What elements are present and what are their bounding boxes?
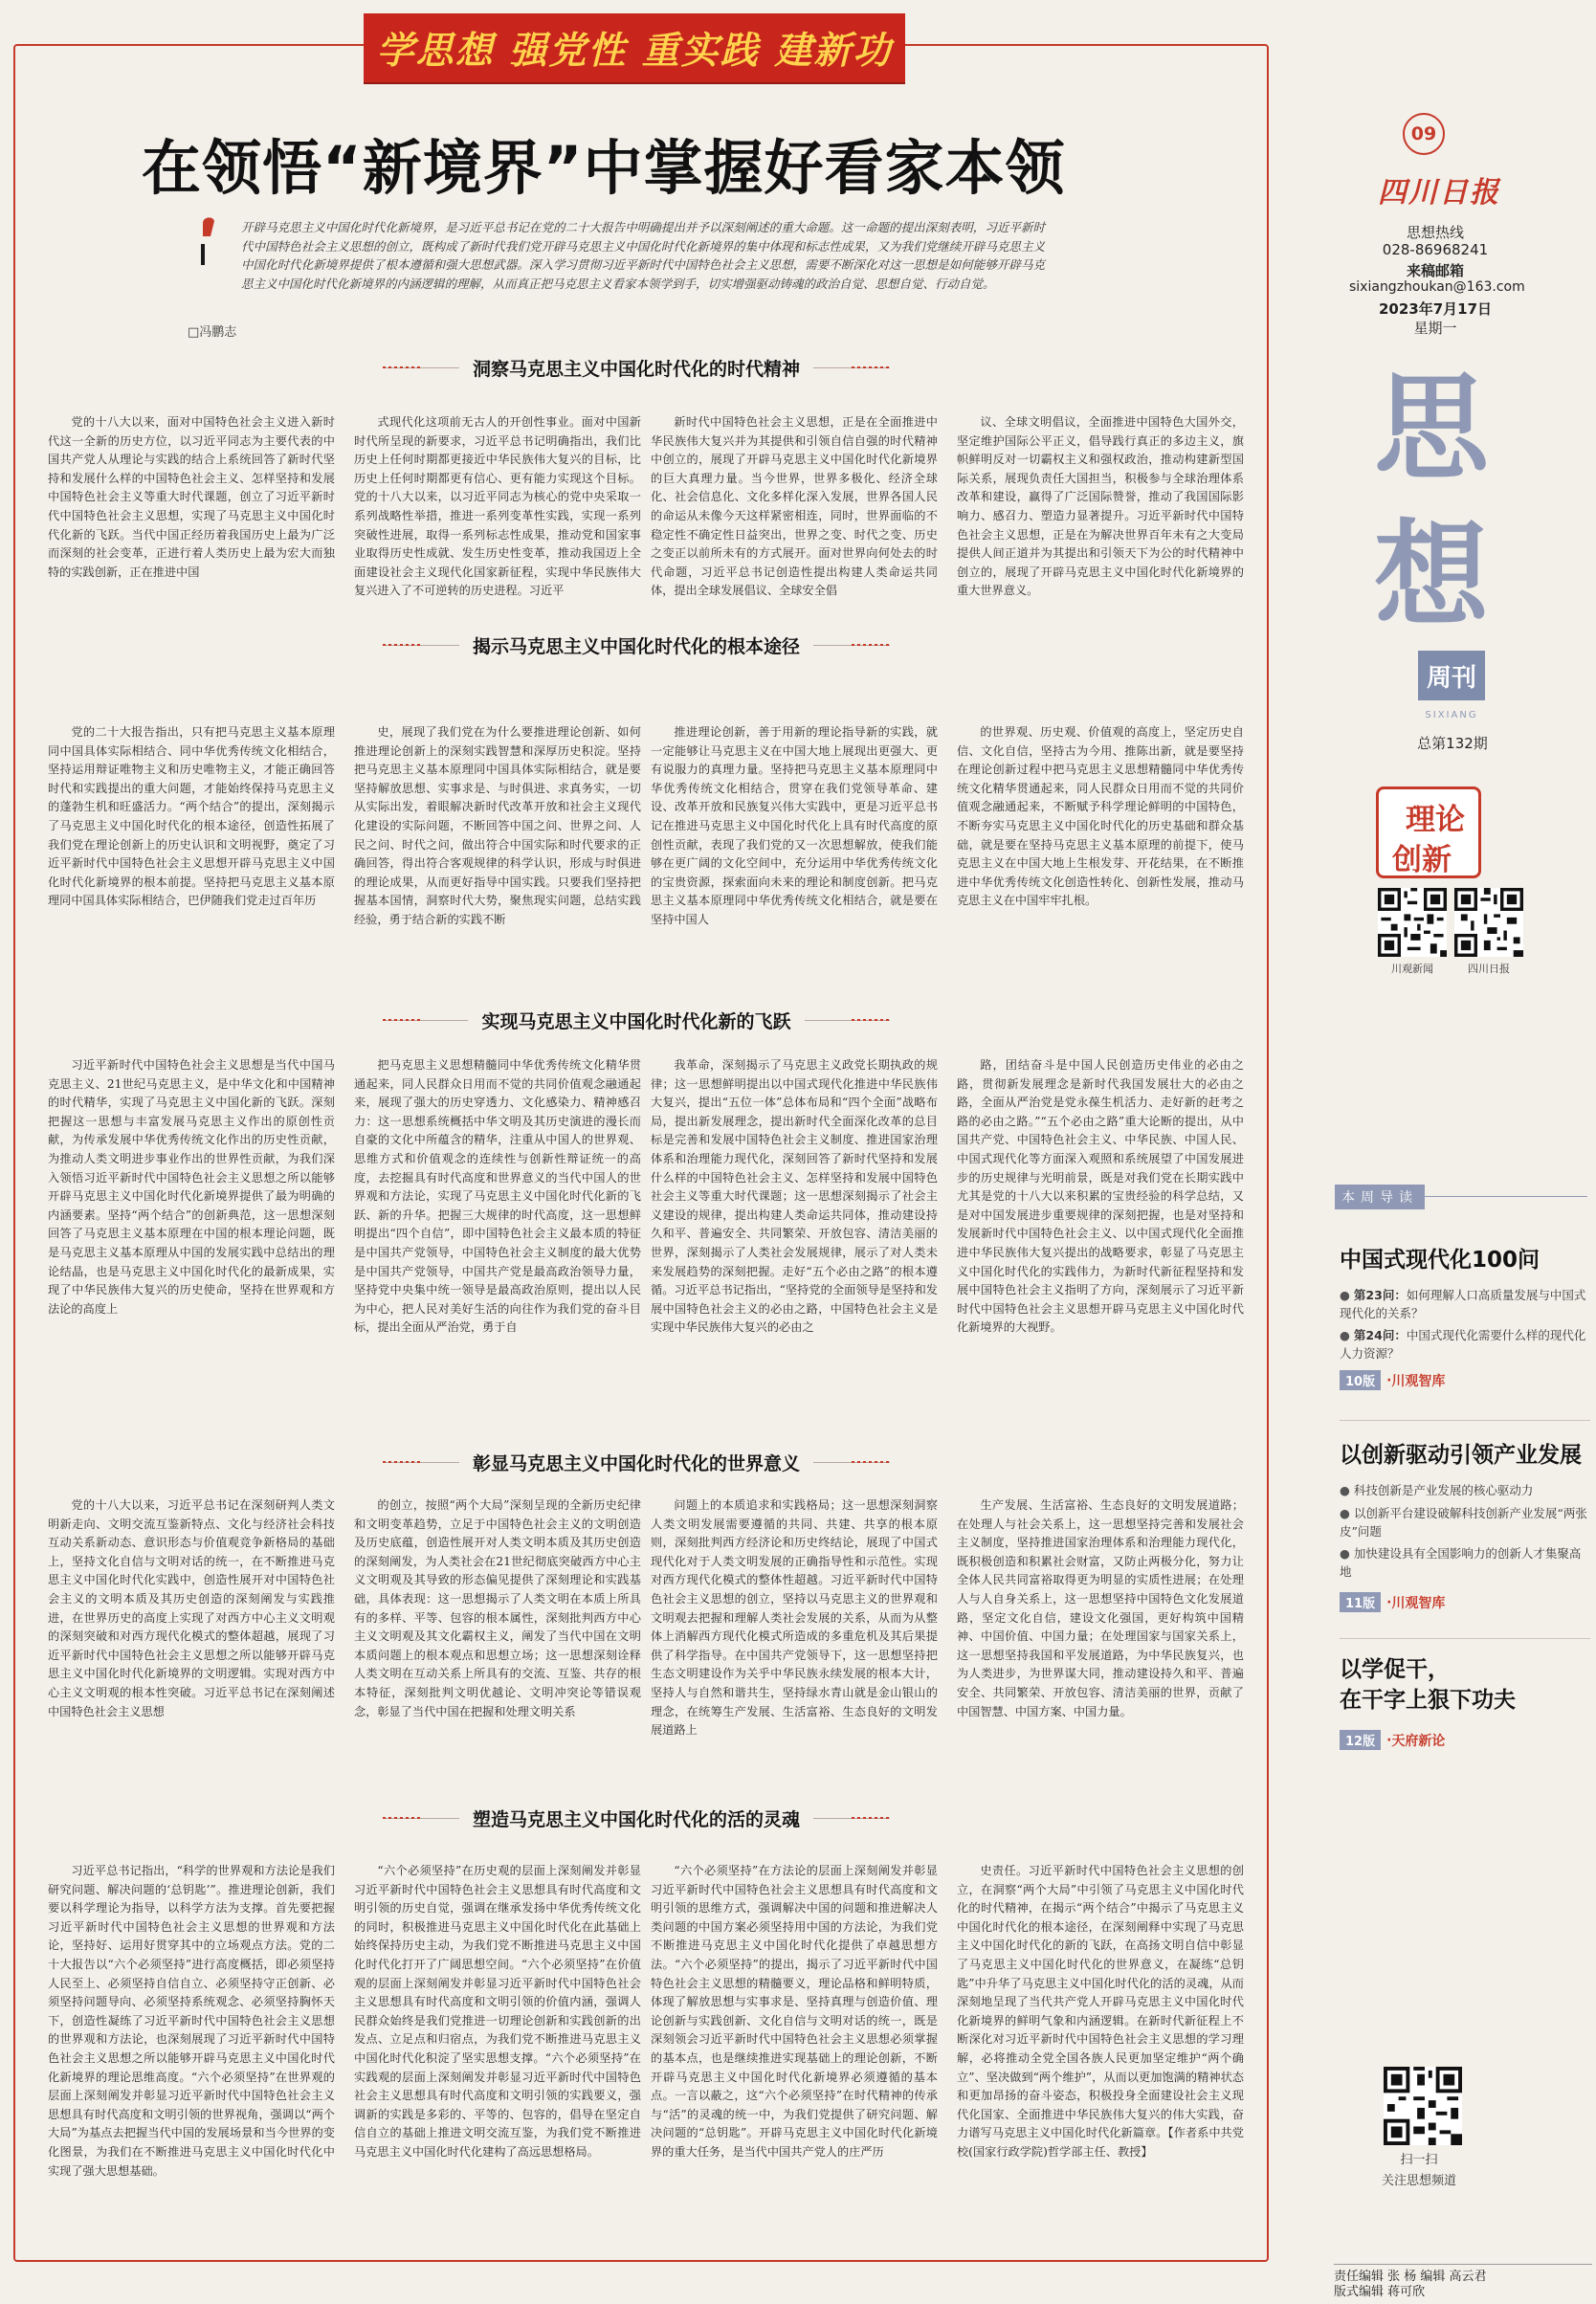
body-column: “六个必须坚持”在方法论的层面上深刻阐发并彰显习近平新时代中国特色社会主义思想具有时代高度和文明引领的思维方式，强调解决中国的问题和推进解决人类问题的中国方案必须坚持用中国的方法论，为我们党不断推进马克思主义中国化时代化提供了卓越思想方法。“六个必须坚持”的提出，揭示了习近平新时代中国特色社会主义思想的精髓要义，理论品格和鲜明特质，体现了解放思想与实事求是、坚持真理与创造价值、理论创新与实践创新、文化自信与文明对话的统一，既是深刻领会习近平新时代中国特色社会主义思想必须掌握的基本点，也是继续推进实现基础上的理论创新，不断开辟马克思主义中国化时代化新境界必须遵循的基本点。一言以蔽之，这“六个必须坚持”在时代精神的传承与“活”的灵魂的统一中，为我们党提供了研究问题、解决问题的“总钥匙”。开辟马克思主义中国化时代化新境界的重大任务，是当代中国共产党人的庄严历 — [651, 1864, 938, 2159]
bullet-icon: ● — [1340, 1546, 1350, 1561]
body-column: 问题上的本质追求和实践格局；这一思想深刻洞察人类文明发展需要遵循的共同、共建、共享的根本原则，深刻批判西方经济论和历史终结论，展现了中国式现代化对于人类文明发展的正确指导性和示范性。实现对西方现代化模式的整体性超越。习近平新时代中国特色社会主义思想的创立，坚持以马克思主义的世界观和文明观去把握和理解人类社会发展的关系，从而为从整体上消解西方现代化模式所造成的多重危机及其后果提供了科学指导。在中国共产党领导下，这一思想坚持把生态文明建设作为关乎中华民族永续发展的根本大计，坚持人与自然和谐共生，坚持绿水青山就是金山银山的理念，在统筹生产发展、生活富裕、生态良好的文明发展道路上 — [651, 1498, 938, 1738]
divider — [1340, 1638, 1590, 1639]
hotline-label: 思想热线 — [1406, 224, 1464, 241]
guide-page-tag[interactable]: 11版 · 川观智库 — [1340, 1592, 1445, 1612]
issue-weekday: 星期一 — [1413, 320, 1457, 337]
author-byline: □冯鹏志 — [188, 325, 237, 340]
newspaper-logo: 四川日报 — [1378, 176, 1500, 210]
body-column: 式现代化这项前无古人的开创性事业。面对中国新时代所呈现的新要求，习近平总书记明确指出，我们比历史上任何时期都更接近中华民族伟大复兴的目标，比历史上任何时期都更有信心、更有能力实现这个目标。党的十八大以来，以习近平同志为核心的党中央采取一系列战略性举措，推进一系列变革性实践，实现一系列突破性进展，取得一系列标志性成果，推动党和国家事业取得历史性成就、发生历史性变革，推动我国迈上全面建设社会主义现代化国家新征程，实现中华民族伟大复兴进入了不可逆转的历史进程。习近平 — [354, 415, 641, 598]
section-pinyin: SIXIANG — [1425, 710, 1478, 720]
body-column: 的世界观、历史观、价值观的高度上，坚定历史自信、文化自信，坚持古为今用、推陈出新，就是要坚持在理论创新过程中把马克思主义思想精髓同中华优秀传统文化精华贯通起来，同人民群众日用而不觉的共同价值观念融通起来，不断赋予科学理论鲜明的中国特色，不断夯实马克思主义中国化时代化的历史基础和群众基础，就是要在坚持马克思主义基本原理的前提下，使马克思主义在中国大地上生根发芽、开花结果，在不断推进中华优秀传统文化创造性转化、创新性发展，推动马克思主义在中国牢牢扎根。 — [957, 725, 1244, 908]
body-column: 我革命，深刻揭示了马克思主义政党长期执政的规律；这一思想鲜明提出以中国式现代化推进中华民族伟大复兴，提出“五位一体”总体布局和“四个全面”战略布局，提出新发展理念，提出新时代全面深化改革的总目标是完善和发展中国特色社会主义制度、推进国家治理体系和治理能力现代化，深刻回答了新时代坚持和发展什么样的中国特色社会主义、怎样坚持和发展中国特色社会主义等重大时代课题；这一思想深刻揭示了社会主义建设的规律，提出构建人类命运共同体，推动建设持久和平、普遍安全、共同繁荣、开放包容、清洁美丽的世界，深刻揭示了人类社会发展规律，展示了对人类未来发展趋势的深刻把握。走好“五个必由之路”的根本遵循。习近平总书记指出，“坚持党的全面领导是坚持和发展中国特色社会主义的必由之路，中国特色社会主义是实现中华民族伟大复兴的必由之 — [651, 1058, 938, 1335]
qr-code-icon[interactable] — [1378, 888, 1447, 957]
seal-text: 理论 — [1406, 803, 1465, 837]
section-heading: 塑造马克思主义中国化时代化的活的灵魂 — [383, 1799, 890, 1837]
body-column: 议、全球文明倡议，全面推进中国特色大国外交，坚定维护国际公平正义，倡导践行真正的多边主义，旗帜鲜明反对一切霸权主义和强权政治，推动构建新型国际关系，展现负责任大国担当，积极参与全球治理体系改革和建设，赢得了广泛国际赞誉，推动了我国国际影响力、感召力、塑造力显著提升。习近平新时代中国特色社会主义思想，正是在为解决世界百年未有之大变局提供人间正道并为其提出和引领天下为公的时代精神中创立的，展现了开辟马克思主义中国化时代化新境界的重大世界意义。 — [957, 415, 1244, 598]
qr-caption: 川观新闻 — [1391, 963, 1433, 975]
scan-caption: 扫一扫 — [1400, 2153, 1438, 2167]
body-column: 推进理论创新，善于用新的理论指导新的实践，就一定能够让马克思主义在中国大地上展现出更强大、更有说服力的真理力量。坚持把马克思主义基本原理同中华优秀传统文化相结合，贯穿在我们党领导革命、建设、改革开放和民族复兴伟大实践中，更是习近平总书记在推进马克思主义中国化时代化上具有时代高度的原创性贡献，表现了我们党的又一次思想解放，使我们能够在更广阔的文化空间中，充分运用中华优秀传统文化的宝贵资源，探索面向未来的理论和制度创新。把马克思主义基本原理同中华优秀传统文化相结合，就是要在坚持中国人 — [651, 725, 938, 926]
guide-item: ● 科技创新是产业发展的核心驱动力 — [1340, 1483, 1534, 1497]
bullet-icon: ● — [1340, 1506, 1350, 1520]
guide-title[interactable]: 在干字上狠下功夫 — [1340, 1688, 1516, 1713]
weekly-badge: 周刊 — [1418, 651, 1485, 700]
email-label: 来稿邮箱 — [1406, 262, 1464, 279]
body-column: 史，展现了我们党在为什么要推进理论创新、如何推进理论创新上的深刻实践智慧和深厚历史积淀。坚持把马克思主义基本原理同中国具体实际相结合，就是要坚持解放思想、实事求是、与时俱进、求真务实，一切从实际出发，着眼解决新时代改革开放和社会主义现代化建设的实际问题，不断回答中国之问、世界之问、人民之问、时代之问，做出符合中国实际和时代要求的正确回答，得出符合客观规律的科学认识，形成与时俱进的理论成果，从而更好指导中国实践。只要我们坚持把握基本国情，洞察时代大势，聚焦现实问题，总结实践经验，勇于结合新的实践不断 — [354, 725, 641, 926]
qr-code-icon[interactable] — [1454, 888, 1523, 957]
section-title-char: 想 — [1374, 508, 1489, 643]
guide-item: ● 第23问：如何理解人口高质量发展与中国式现代化的关系？ — [1340, 1288, 1586, 1320]
guide-page-tag[interactable]: 12版 · 天府新论 — [1340, 1730, 1445, 1750]
body-column: 史责任。习近平新时代中国特色社会主义思想的创立，在洞察“两个大局”中引领了马克思主义中国化时代化的时代精神，在揭示“两个结合”中揭示了马克思主义中国化时代化的根本途径，在深刻阐释中实现了马克思主义中国化时代化的新的飞跃，在高扬文明自信中彰显了马克思主义中国化时代化的世界意义，在凝练“总钥匙”中升华了马克思主义中国化时代化的活的灵魂，从而深刻地呈现了当代共产党人开辟马克思主义中国化时代化新境界的鲜明气象和内涵逻辑。在新时代新征程上不断深化对习近平新时代中国特色社会主义思想的学习理解，必将推动全党全国各族人民更加坚定维护“两个确立”、坚决做到“两个维护”，从而以更加饱满的精神状态和更加昂扬的奋斗姿态，积极投身全面建设社会主义现代化国家、全面推进中华民族伟大复兴的伟大实践，奋力谱写马克思主义中国化时代化新篇章。【作者系中共党校(国家行政学院)哲学部主任、教授】 — [957, 1864, 1244, 2159]
section-heading: 揭示马克思主义中国化时代化的根本途径 — [383, 626, 890, 664]
body-column: “六个必须坚持”在历史观的层面上深刻阐发并彰显习近平新时代中国特色社会主义思想具有时代高度和文明引领的历史自觉，强调在继承发扬中华优秀传统文化的同时，积极推进马克思主义中国化时代化在此基础上始终保持历史主动，为我们党不断推进马克思主义中国化时代化打开了广阔思想空间。“六个必须坚持”在价值观的层面上深刻阐发并彰显习近平新时代中国特色社会主义思想具有时代高度和文明引领的价值内涵，强调人民群众始终是我们党推进一切理论创新和实践创新的出发点、立足点和归宿点，为我们党不断推进马克思主义中国化时代化积淀了坚实思想支撑。“六个必须坚持”在实践观的层面上深刻阐发并彰显习近平新时代中国特色社会主义思想具有时代高度和文明引领的实践要义，强调新的实践是多彩的、平等的、包容的，倡导在坚定自信自立的基础上推进文明交流互鉴，为我们党不断推进马克思主义中国化时代化建构了高远思想格局。 — [354, 1864, 641, 2159]
guide-item: ● 以创新平台建设破解科技创新产业发展“两张皮”问题 — [1340, 1506, 1587, 1539]
page-number-badge: 09 — [1403, 113, 1445, 155]
section-heading: 实现马克思主义中国化时代化新的飞跃 — [383, 1001, 890, 1039]
divider — [1425, 1196, 1587, 1197]
editor-credits — [1334, 2270, 1592, 2300]
guide-label: 本周导读 — [1335, 1185, 1425, 1209]
section-heading: 彰显马克思主义中国化时代化的世界意义 — [383, 1443, 890, 1481]
guide-item: ● 第24问：中国式现代化需要什么样的现代化人力资源？ — [1340, 1328, 1586, 1361]
lead-paragraph: 开辟马克思主义中国化时代化新境界，是习近平总书记在党的二十大报告中明确提出并予以深刻阐述的重大命题。这一命题的提出深刻表明，习近平新时代中国特色社会主义思想的创立，既构成了新时代我们党开辟马克思主义中国化时代化新境界的集中体现和标志性成果，又为我们党继续开辟马克思主义中国化时代化新境界提供了根本遵循和强大思想武器。深入学习贯彻习近平新时代中国特色社会主义思想，需要不断深化对这一思想是如何能够开辟马克思主义中国化时代化新境界的内涵逻辑的理解，从而真正把马克思主义看家本领学到手，切实增强驱动铸魂的政治自觉、思想自觉、行动自觉。 — [241, 220, 1045, 291]
body-column: 习近平新时代中国特色社会主义思想是当代中国马克思主义、21世纪马克思主义，是中华文化和中国精神的时代精华，实现了马克思主义中国化新的飞跃。深刻把握这一思想与丰富发展马克思主义作出的原创性贡献，为传承发展中华优秀传统文化作出的历史性贡献，为推动人类文明进步事业作出的世界性贡献，为我们深入领悟习近平新时代中国特色社会主义思想之所以能够开辟马克思主义中国化时代化新境界提供了最为明确的内涵要素。坚持“两个结合”的创新典范，这一思想深刻回答了马克思主义基本原理在中国的根本理论问题，既是马克思主义基本原理从中国的发展实践中总结出的理论结晶，也是马克思主义中国化时代化的最新成果，实现了中华民族伟大复兴的历史使命，坚持在世界观和方法论的高度上 — [48, 1058, 335, 1316]
guide-title[interactable]: 以学促干， — [1340, 1657, 1450, 1682]
body-column: 新时代中国特色社会主义思想，正是在全面推进中华民族伟大复兴并为其提供和引领自信自强的时代精神中创立的，展现了开辟马克思主义中国化时代化新境界的巨大真理力量。当今世界，世界多极化、经济全球化、社会信息化、文化多样化深入发展，世界各国人民的命运从未像今天这样紧密相连，同时，世界面临的不稳定性不确定性日益突出，世界之变、时代之变、历史之变正以前所未有的方式展开。面对世界向何处去的时代命题，习近平总书记创造性提出构建人类命运共同体，提出全球发展倡议、全球安全倡 — [651, 415, 938, 598]
hotline-number: 028-86968241 — [1382, 241, 1489, 258]
divider — [1334, 2264, 1592, 2265]
body-column: 党的十八大以来，面对中国特色社会主义进入新时代这一全新的历史方位，以习近平同志为主要代表的中国共产党人从理论与实践的结合上系统回答了新时代坚持和发展什么样的中国特色社会主义、怎样坚持和发展中国特色社会主义等重大时代课题，创立了习近平新时代中国特色社会主义思想，实现了马克思主义中国化时代化新的飞跃。当代中国正经历着我国历史上最为广泛而深刻的社会变革，正进行着人类历史上最为宏大而独特的实践创新，正在推进中国 — [48, 415, 335, 579]
bullet-icon: ● — [1340, 1288, 1350, 1302]
issue-number: 总第132期 — [1417, 735, 1488, 752]
scan-caption: 关注思想频道 — [1381, 2174, 1456, 2188]
credit-line: 责任编辑 张 杨 编辑 高云君 — [1334, 2270, 1487, 2284]
seal-text: 创新 — [1392, 843, 1452, 877]
guide-title[interactable]: 以创新驱动引领产业发展 — [1340, 1443, 1582, 1468]
page-title: 在领悟“新境界”中掌握好看家本领 — [142, 133, 1066, 203]
body-column: 党的二十大报告指出，只有把马克思主义基本原理同中国具体实际相结合、同中华优秀传统文化相结合，坚持运用辩证唯物主义和历史唯物主义，才能正确回答时代和实践提出的重大问题，才能始终保持马克思主义的蓬勃生机和旺盛活力。“两个结合”的提出，深刻揭示了马克思主义中国化时代化的根本途径，创造性拓展了我们党在理论创新上的历史认识和文明视野，奠定了习近平新时代中国特色社会主义思想开辟马克思主义中国化时代化新境界的根本前提。坚持把马克思主义基本原理同中国具体实际相结合，巴伊随我们党走过百年历 — [48, 725, 335, 908]
body-column: 把马克思主义思想精髓同中华优秀传统文化精华贯通起来，同人民群众日用而不觉的共同价值观念融通起来，展现了强大的历史穿透力、文化感染力、精神感召力：这一思想系统概括中华文明及其历史演进的漫长而自豪的文化中所蕴含的精华，注重从中国人的世界观、思维方式和价值观念的连续性与创新性辩证统一的高度，去挖掘具有时代高度和世界意义的当代中国人的世界观和方法论，实现了马克思主义中国化时代化新的飞跃、新的升华。把握三大规律的时代高度，这一思想鲜明提出“四个自信”，即中国特色社会主义最本质的特征是中国共产党领导，中国特色社会主义制度的最大优势是中国共产党领导，中国共产党是最高政治领导力量，坚持党中央集中统一领导是最高政治原则，提出以人民为中心，把人民对美好生活的向往作为我们党的奋斗目标，提出全面从严治党，勇于自 — [354, 1058, 641, 1335]
bullet-icon: ● — [1340, 1328, 1350, 1342]
quote-mark-icon — [199, 215, 226, 269]
body-column: 习近平总书记指出，“科学的世界观和方法论是我们研究问题、解决问题的‘总钥匙’”。推进理论创新，我们要以科学理论为指导，以科学方法为支撑。首先要把握习近平新时代中国特色社会主义思想的世界观和方法论，坚持好、运用好贯穿其中的立场观点方法。党的二十大报告以“六个必须坚持”进行高度概括，即必须坚持人民至上、必须坚持自信自立、必须坚持守正创新、必须坚持问题导向、必须坚持系统观念、必须坚持胸怀天下，创造性凝练了习近平新时代中国特色社会主义思想的世界观和方法论，也深刻展现了习近平新时代中国特色社会主义思想之所以能够开辟马克思主义中国化时代化新境界的理论思维高度。“六个必须坚持”在世界观的层面上深刻阐发并彰显习近平新时代中国特色社会主义思想具有时代高度和文明引领的世界视角，强调以“两个大局”为基点去把握当代中国的发展场景和当今世界的变化图景，为我们在不断推进马克思主义中国化时代化中实现了强大思想基础。 — [48, 1864, 335, 2178]
bullet-icon: ● — [1340, 1483, 1350, 1497]
issue-date: 2023年7月17日 — [1378, 300, 1493, 318]
divider — [1340, 1420, 1590, 1421]
slogan-banner: 学思想 强党性 重实践 建新功 — [364, 13, 905, 82]
guide-page-tag[interactable]: 10版 · 川观智库 — [1340, 1370, 1445, 1390]
body-column: 生产发展、生活富裕、生态良好的文明发展道路；在处理人与社会关系上，这一思想坚持完善和发展社会主义制度，坚持推进国家治理体系和治理能力现代化，既积极创造和积累社会财富，又防止两极分化，努力让全体人民共同富裕取得更为明显的实质性进展；在处理人与人自身关系上，这一思想坚持中国特色文化发展道路，坚定文化自信，建设文化强国，更好构筑中国精神、中国价值、中国力量；在处理国家与国家关系上，这一思想坚持我国和平发展道路，为中华民族复兴，也为人类进步，为世界谋大同，推动建设持久和平、普遍安全、共同繁荣、开放包容、清洁美丽的世界，贡献了中国智慧、中国方案、中国力量。 — [957, 1498, 1244, 1718]
section-heading: 洞察马克思主义中国化时代化的时代精神 — [383, 348, 890, 387]
guide-item: ● 加快建设具有全国影响力的创新人才集聚高地 — [1340, 1546, 1582, 1579]
email-address: sixiangzhoukan@163.com — [1349, 279, 1525, 295]
section-title-char: 思 — [1374, 361, 1489, 496]
guide-title[interactable]: 中国式现代化100问 — [1340, 1248, 1541, 1273]
qr-code-icon[interactable] — [1384, 2067, 1462, 2145]
column-seal — [1376, 786, 1481, 878]
body-column: 党的十八大以来，习近平总书记在深刻研判人类文明新走向、文明交流互鉴新特点、文化与经济社会科技互动关系新动态、意识形态与价值观竞争新格局的基础上，坚持文化自信与文明对话的统一，在不断推进马克思主义中国化时代化实践中，创造性展开对中国特色社会主义的文明本质及其历史创造的深刻阐发与实践推进，在世界历史的高度上实现了对西方中心主义文明观的深刻突破和对西方现代化模式的整体超越，展现了习近平新时代中国特色社会主义思想之所以能够开辟马克思主义中国化时代化新境界的文明逻辑。实现对西方中心主义文明观的根本性突破。习近平总书记在深刻阐述中国特色社会主义思想 — [48, 1498, 335, 1718]
body-column: 的创立，按照“两个大局”深刻呈现的全新历史纪律和文明变革趋势，立足于中国特色社会主义的文明创造及历史底蕴，创造性展开对人类文明本质及其历史创造的深刻阐发，为人类社会在21世纪彻底突破西方中心主义文明观及其导致的形态偏见提供了深刻理论和实践基础，具体表现：这一思想揭示了人类文明在本质上所具有的多样、平等、包容的根本属性，深刻批判西方中心主义文明观及其文化霸权主义，阐发了当代中国在文明本质问题上的根本观点和思想立场；这一思想深刻诠释人类文明在互动关系上所具有的交流、互鉴、共存的根本特征，深刻批判文明优越论、文明冲突论等错误观念，彰显了当代中国在把握和处理文明关系 — [354, 1498, 641, 1718]
qr-caption: 四川日报 — [1468, 963, 1510, 975]
credit-line: 版式编辑 蒋可欣 — [1334, 2285, 1426, 2299]
body-column: 路，团结奋斗是中国人民创造历史伟业的必由之路，贯彻新发展理念是新时代我国发展壮大的必由之路，全面从严治党是党永葆生机活力、走好新的赶考之路的必由之路。”“五个必由之路”重大论断的提出，从中国共产党、中国特色社会主义、中华民族、中国人民、中国式现代化等方面深入观照和系统展望了中国发展进步的历史规律与光明前景，既是对我们党在长期实践中尤其是党的十八大以来积累的宝贵经验的科学总结，又是对中国发展进步重要规律的深刻把握，也是对坚持和发展新时代中国特色社会主义、以中国式现代化全面推进中华民族伟大复兴提出的战略要求，彰显了马克思主义中国化时代化的实践伟力，为新时代新征程坚持和发展中国特色社会主义指明了方向，深刻展示了习近平新时代中国特色社会主义思想开辟马克思主义中国化时代化新境界的大视野。 — [957, 1058, 1244, 1335]
